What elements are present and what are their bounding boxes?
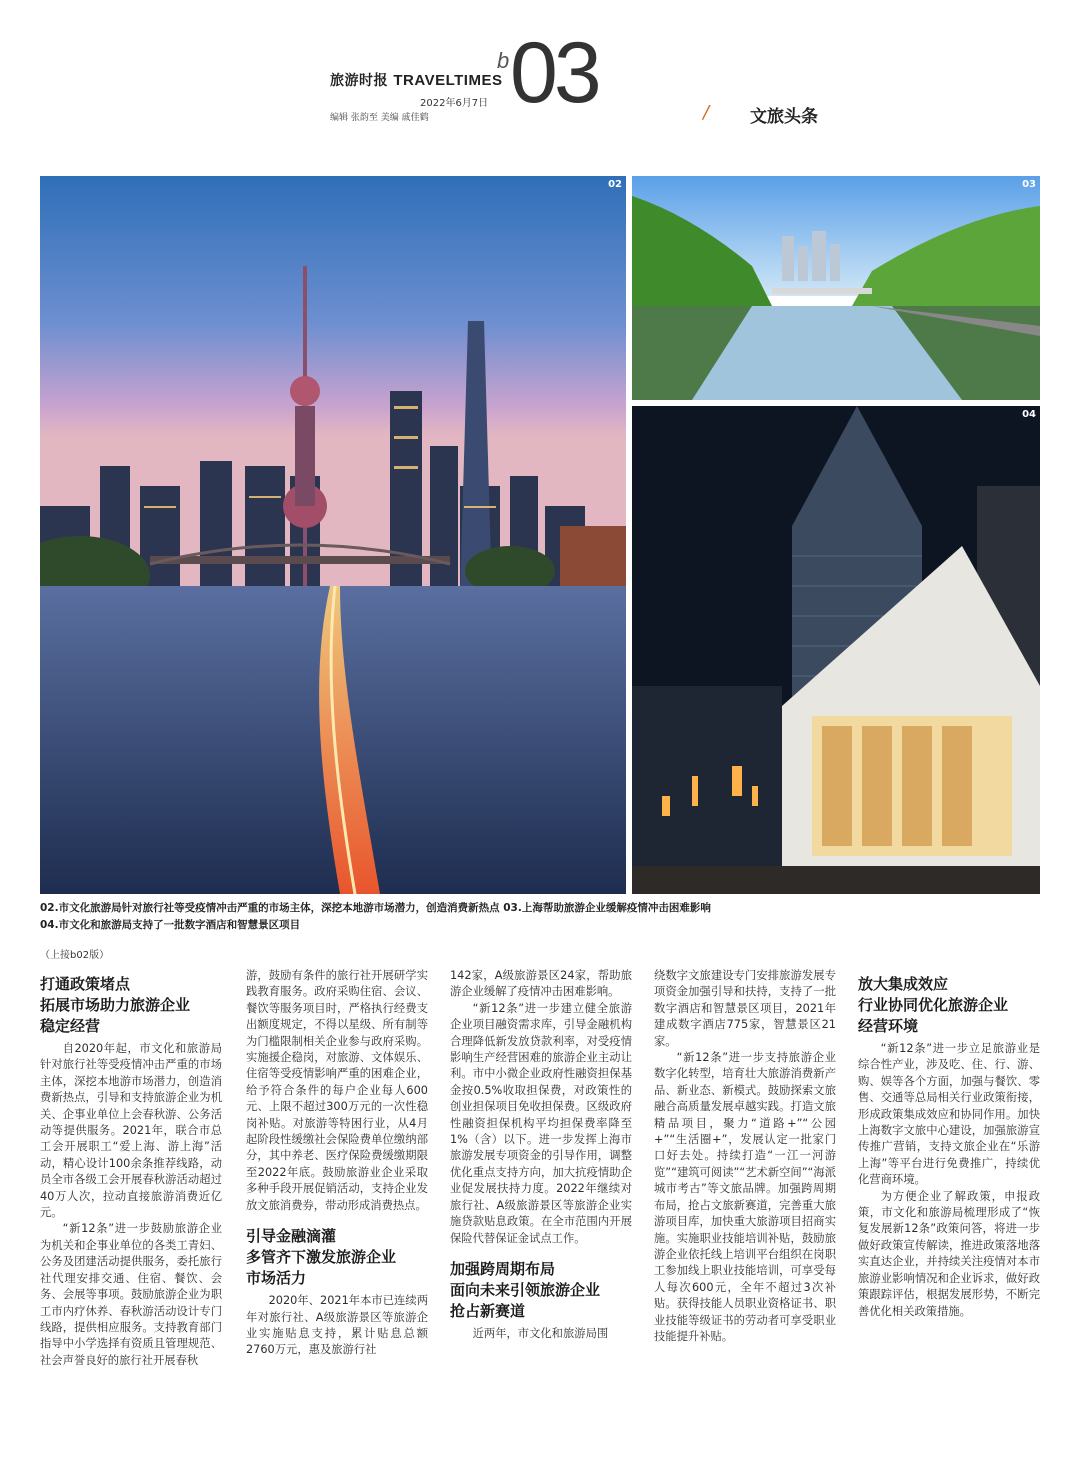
- section-heading: [40, 974, 222, 1037]
- heading-line: 引导金融滴灌: [246, 1227, 337, 1246]
- issue-date: 2022年6月7日: [420, 98, 489, 109]
- article-column-3: [450, 968, 632, 1342]
- photo-number: 04: [1022, 409, 1036, 420]
- paragraph: 绕数字文旅建设专门安排旅游发展专项资金加强引导和扶持，支持了一批数字酒店和智慧景区项目，2021年建成数字酒店775家，智慧景区21家。: [654, 969, 836, 1048]
- section-heading: [246, 1226, 428, 1289]
- masthead: [330, 70, 503, 123]
- photo-caption: [40, 900, 1040, 934]
- photo-number: 02: [608, 179, 622, 190]
- heading-line: 多管齐下激发旅游企业: [246, 1248, 397, 1267]
- caption-line: 02.市文化旅游局针对旅行社等受疫情冲击严重的市场主体，深挖本地游市场潜力，创造消费新热点 03.上海帮助旅游企业缓解疫情冲击困难影响: [40, 902, 711, 914]
- paragraph: “新12条”进一步建立健全旅游企业项目融资需求库，引导金融机构合理降低新发放贷款利率，对受疫情影响生产经营困难的旅游企业主动让利。市中小微企业政府性融资担保基金按0.5%收取担保费，对政策性的创业担保项目免收担保费。区级政府性融资担保机构平均担保费率降至1%（含）以下。进一步发挥上海市旅游发展专项资金的引导作用，调整优化重点支持方向，加大抗疫情助企业促发展扶持力度。2022年继续对旅行社、A级旅游景区等旅游企业实施贷款贴息政策。在全市范围内开展保险代替保证金试点工作。: [450, 1001, 632, 1245]
- section-divider: /: [703, 102, 710, 123]
- heading-line: 稳定经营: [40, 1017, 101, 1035]
- section-heading: [450, 1259, 632, 1322]
- heading-line: 抢占新赛道: [450, 1301, 526, 1320]
- paragraph: “新12条”进一步立足旅游业是综合性产业，涉及吃、住、行、游、购、娱等各个方面，加强与餐饮、零售、交通等总局相关行业政策衔接，形成政策集成效应和协同作用。加快上海数字文旅中心建设，加强旅游宣传推广营销，支持文旅企业在“乐游上海”等平台进行免费推广，持续优化营商环境。: [858, 1042, 1040, 1187]
- heading-line: 面向未来引领旅游企业: [450, 1280, 601, 1299]
- photo-skyline: [40, 176, 626, 894]
- paragraph: “新12条”进一步支持旅游企业数字化转型，培育壮大旅游消费新产品、新业态、新模式。鼓励探索文旅融合高质量发展卓越实践。打造文旅精品项目，聚力“道路+”“公园+”“生活圈+”，发展认定一批家门口好去处。持续打造“一江一河游览”“建筑可阅读”“艺术新空间”“海派城市考古”等文旅品牌。加强跨周期布局，抢占文旅新赛道，完善重大旅游项目库，加快重大旅游项目招商实施。实施职业技能培训补贴，鼓励旅游企业依托线上培训平台组织在岗职工参加线上职业技能培训，可享受每人每次600元，全年不超过3次补贴。获得技能人员职业资格证书、职业技能等级证书的劳动者可享受职业技能提升补贴。: [654, 1051, 836, 1343]
- paragraph: 自2020年起，市文化和旅游局针对旅行社等受疫情冲击严重的市场主体，深挖本地游市场潜力，创造消费新热点，引导和支持旅游企业为机关、企事业单位上会春秋游、公务活动等提供服务。2021年，联合市总工会开展职工“爱上海、游上海”活动，精心设计100余条推荐线路，动员全市各级工会开展春秋游活动超过40万人次，拉动直接旅游消费近亿元。: [40, 1042, 222, 1220]
- heading-line: 放大集成效应: [858, 975, 949, 993]
- brand: [330, 70, 502, 90]
- paragraph: 142家，A级旅游景区24家，帮助旅游企业缓解了疫情冲击困难影响。: [450, 969, 632, 999]
- photo-night-building: [632, 406, 1040, 894]
- article-column-5: [858, 968, 1040, 1320]
- heading-line: 行业协同优化旅游企业: [858, 996, 1009, 1014]
- heading-line: 打通政策堵点: [40, 975, 131, 993]
- page-letter: b: [497, 48, 510, 73]
- photo-canal: [632, 176, 1040, 400]
- continued-from: （上接b02版）: [40, 950, 110, 961]
- article-column-2: [246, 968, 428, 1359]
- page-number: 03: [510, 25, 598, 121]
- paragraph: 近两年，市文化和旅游局围: [472, 1326, 609, 1340]
- article-column-1: [40, 968, 222, 1369]
- section-title: 文旅头条: [750, 107, 818, 127]
- photo-number: 03: [1022, 179, 1036, 190]
- paragraph: 为方便企业了解政策，申报政策，市文化和旅游局梳理形成了“恢复发展新12条”政策问答，将进一步做好政策宣传解读，推进政策落地落实直达企业，并持续关注疫情对本市旅游业影响情况和企业诉求，做好政策跟踪评估，根据发展形势，不断完善优化相关政策措施。: [858, 1189, 1040, 1318]
- paragraph: 游，鼓励有条件的旅行社开展研学实践教育服务。政府采购住宿、会议、餐饮等服务项目时，严格执行经费支出额度规定，不得以星级、所有制等为门槛限制相关企业参与政府采购。实施援企稳岗，对旅游、文体娱乐、住宿等受疫情影响严重的困难企业，给予符合条件的每户企业每人600元、上限不超过300万元的一次性稳岗补贴。对旅游等特困行业，从4月起阶段性缓缴社会保险费单位缴纳部分，其中养老、医疗保险费缓缴期限至2022年底。鼓励旅游业企业采取多种手段开展促销活动，支持企业发放文旅消费券，带动形成消费热点。: [246, 969, 428, 1212]
- brand-en: TRAVELTIMES: [393, 72, 503, 89]
- paragraph: 2020年、2021年本市已连续两年对旅行社、A级旅游景区等旅游企业实施贴息支持，累计贴息总额2760万元，惠及旅游行社: [246, 1294, 428, 1357]
- caption-line: 04.市文化和旅游局支持了一批数字酒店和智慧景区项目: [40, 919, 301, 931]
- heading-line: 加强跨周期布局: [450, 1259, 556, 1278]
- editor-credits: 编辑 张韵至 美编 戚佳鹤: [330, 113, 429, 123]
- heading-line: 拓展市场助力旅游企业: [40, 996, 191, 1014]
- brand-cn: 旅游时报: [330, 73, 388, 89]
- heading-line: 市场活力: [246, 1269, 307, 1288]
- article-column-4: [654, 968, 836, 1345]
- paragraph: “新12条”进一步鼓励旅游企业为机关和企事业单位的各类工青妇、公务及团建活动提供服务，委托旅行社代理安排交通、住宿、餐饮、会务、会展等事项。鼓励旅游企业为职工市内疗休养、春秋游活动设计专门线路，提供相应服务。支持教育部门指导中小学选择有资质且管理规范、社会声誉良好的旅行社开展春秋: [40, 1222, 222, 1367]
- heading-line: 经营环境: [858, 1017, 919, 1035]
- section-heading: [858, 974, 1040, 1037]
